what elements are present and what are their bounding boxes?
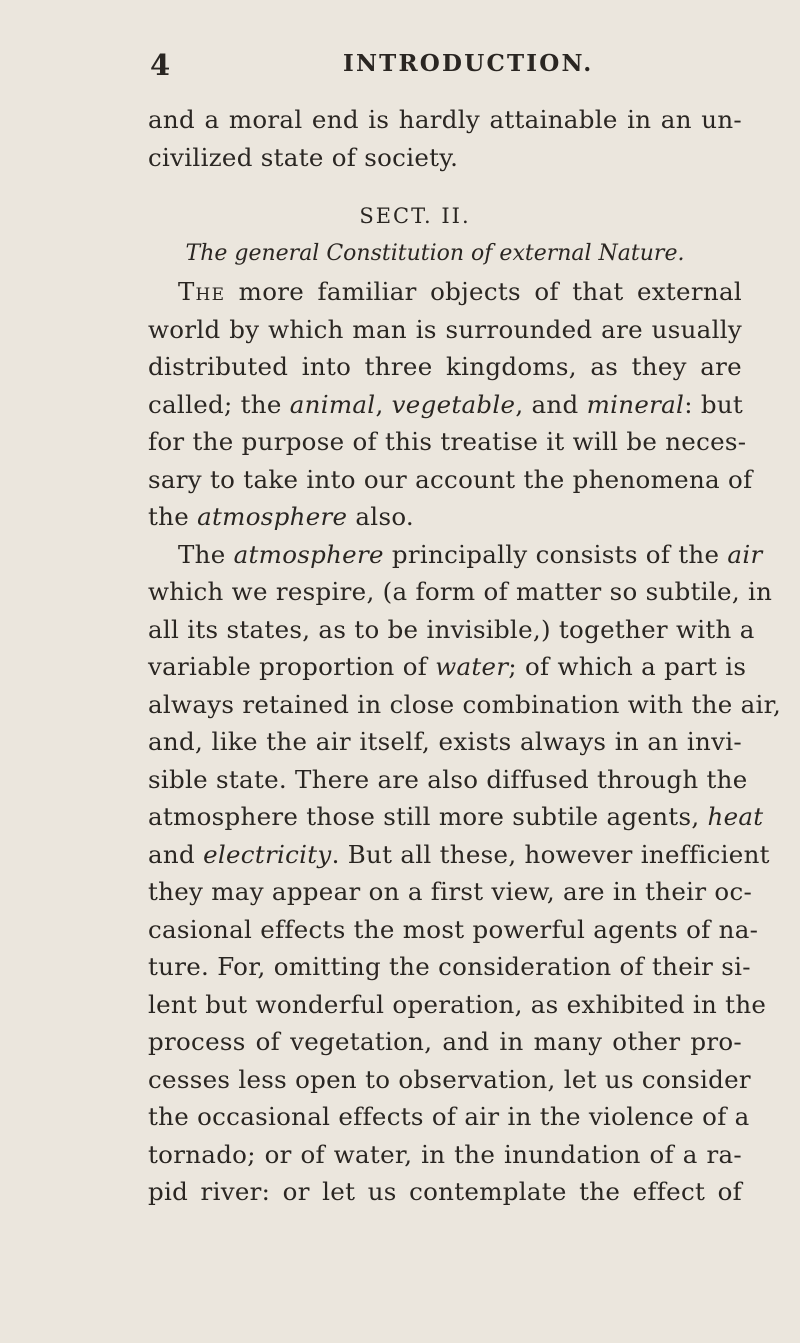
italic-term: animal [289, 389, 376, 419]
text-line: the occasional effects of air in the violence of a [148, 1102, 750, 1131]
text-line [148, 273, 742, 311]
text-span: the [148, 502, 198, 531]
text-line: they may appear on a first view, are in their oc- [148, 877, 753, 906]
text-line: tornado; or of water, in the inundation of a ra- [148, 1139, 742, 1169]
text-line: process of vegetation, and in many other pro- [148, 1027, 742, 1056]
text-line: distributed into three kingdoms, as they are [148, 352, 742, 381]
running-head [0, 48, 800, 88]
text-line [148, 536, 763, 574]
text-line: casional effects the most powerful agents of na- [148, 914, 759, 944]
running-title: INTRODUCTION. [343, 50, 594, 77]
italic-term: air [727, 539, 763, 569]
text-span: also. [347, 502, 415, 531]
text-span: called; the [148, 389, 290, 419]
section-heading: SECT. II. [359, 204, 471, 228]
text-line: civilized state of society. [148, 142, 459, 172]
italic-term: atmosphere [197, 502, 348, 531]
section-subtitle: The general Constitution of external Nature. [185, 241, 685, 266]
text-line: pid river: or let us contemplate the effect of [148, 1177, 742, 1206]
text-span: The [178, 539, 234, 569]
italic-term: water [435, 652, 509, 681]
page-number: 4 [150, 48, 171, 82]
text-span: , [375, 389, 392, 419]
text-span: principally consists of the [383, 539, 728, 569]
text-line: lent but wonderful operation, as exhibited in the [148, 989, 767, 1019]
text-line: sary to take into our account the phenomena of [148, 464, 753, 494]
text-line: all its states, as to be invisible,) together with a [148, 614, 755, 644]
italic-term: vegetable [391, 389, 516, 419]
text-span: and [148, 839, 204, 869]
italic-term: atmosphere [233, 539, 384, 569]
text-span: . But all these, however inefficient [331, 839, 770, 869]
text-span: variable proportion of [148, 652, 436, 681]
text-line: and a moral end is hardly attainable in an un- [148, 105, 742, 134]
text-line: sible state. There are also diffused through the [148, 764, 748, 794]
text-line: world by which man is surrounded are usually [148, 314, 742, 344]
text-line [148, 648, 747, 686]
italic-term: heat [707, 802, 764, 831]
text-line: always retained in close combination with the air, [148, 689, 782, 719]
text-span: , and [515, 389, 587, 419]
text-line [148, 386, 742, 424]
text-line [148, 498, 742, 536]
text-line [148, 798, 764, 836]
italic-term: mineral [586, 389, 685, 419]
text-span: more familiar objects of that external [225, 277, 742, 306]
text-span: : but [684, 389, 744, 419]
text-line: ture. For, omitting the consideration of their si- [148, 952, 751, 981]
text-line: cesses less open to observation, let us consider [148, 1064, 751, 1094]
body-text [148, 101, 782, 1211]
text-line: which we respire, (a form of matter so subtile, in [148, 577, 773, 606]
text-line [148, 836, 770, 874]
text-span: ; of which a part is [508, 652, 747, 681]
italic-term: electricity [203, 839, 332, 869]
text-line: for the purpose of this treatise it will be neces- [148, 427, 747, 456]
drop-word: The [178, 277, 226, 306]
text-line: and, like the air itself, exists always in an invi- [148, 727, 742, 756]
text-span: atmosphere those still more subtile agents, [148, 802, 708, 831]
